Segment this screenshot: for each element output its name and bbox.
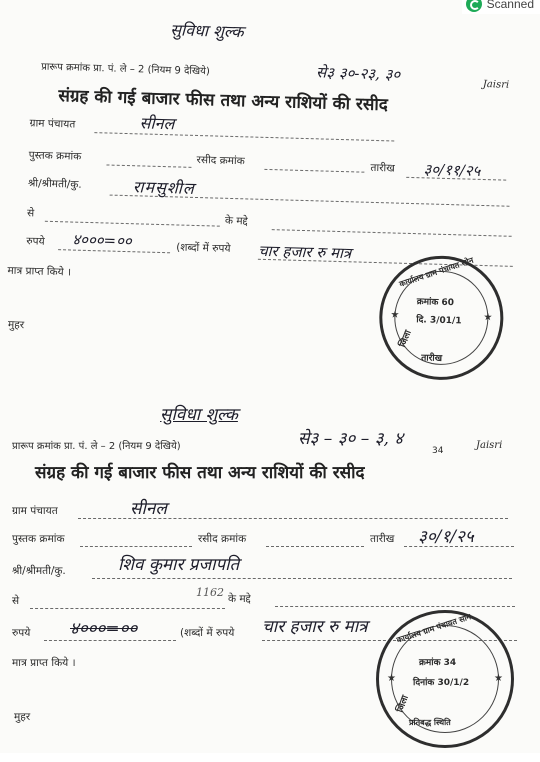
slip2-stamp-center-2: दिनांक 30/1/2: [413, 678, 470, 688]
slip1-label-seal: मुहर: [7, 318, 25, 332]
slip2-label-head: के मद्दे: [228, 593, 251, 605]
slip2-amount-value: ४०००=००: [70, 619, 138, 639]
slip2-label-receipt-no: रसीद क्रमांक: [198, 533, 247, 545]
slip2-printer-name: Jaisri: [476, 440, 503, 451]
slip1-stamp-left: जिला: [398, 328, 414, 349]
slip1-label-date: तारीख: [370, 161, 395, 175]
slip2-from-line: [30, 608, 225, 609]
slip1-gram-panchayat-value: सीनल: [139, 113, 175, 134]
slip2-label-received: मात्र प्राप्त किये ।: [12, 657, 76, 669]
slip1-official-stamp: ★ ★ कार्यालय ग्राम पंचायत सोन जिला क्रमांक 60 दि. 3/01/1 तारीख: [378, 254, 505, 381]
slip1-label-gram-panchayat: ग्राम पंचायत: [29, 117, 76, 131]
slip2-head-line: [275, 606, 515, 607]
slip1-date-value: ३०/११/२५: [423, 160, 481, 180]
slip2-amount-words-value: चार हजार रु मात्र: [262, 617, 368, 637]
slip2-stamp-bottom: प्रतिबद्ध स्थिति: [409, 718, 451, 727]
receipt-slip-2: [0, 392, 540, 762]
slip2-rupees-line: [44, 640, 176, 641]
slip2-stamp-top: कार्यालय ग्राम पंचायत सोन: [395, 612, 473, 645]
slip1-printer-name: Jaisri: [482, 78, 510, 91]
slip2-date-value: ३०/१/२५: [418, 527, 474, 547]
slip1-label-book-no: पुस्तक क्रमांक: [28, 149, 82, 163]
slip2-book-no-line: [80, 546, 192, 547]
slip1-label-name: श्री/श्रीमती/कु.: [27, 177, 82, 191]
slip2-handwritten-heading: सुविधा शुल्क: [160, 405, 238, 425]
slip1-form-code: प्रारूप क्रमांक प्रा. पं. ले – 2 (नियम 9 देखिये): [41, 61, 210, 78]
slip1-handwritten-heading: सुविधा शुल्क: [170, 20, 244, 42]
slip1-stamp-top: कार्यालय ग्राम पंचायत सोन: [398, 255, 475, 289]
slip2-label-book-no: पुस्तक क्रमांक: [12, 533, 65, 545]
slip2-label-seal: मुहर: [14, 711, 31, 723]
slip2-title: संग्रह की गई बाजार फीस तथा अन्य राशियों की रसीद: [35, 463, 365, 483]
slip2-stamp-left: जिला: [395, 694, 411, 714]
slip2-label-from: से: [12, 595, 20, 607]
slip2-form-code: प्रारूप क्रमांक प्रा. पं. ले – 2 (नियम 9 देखिये): [12, 441, 181, 452]
slip2-gram-panchayat-value: सीनल: [130, 499, 167, 519]
slip2-corner-number: 34: [432, 446, 444, 456]
slip2-stamp-center-1: क्रमांक 34: [419, 658, 457, 668]
slip1-amount-words-value: चार हजार रु मात्र: [257, 241, 352, 263]
slip1-name-value: रामसुशील: [132, 177, 196, 198]
slip1-label-received: मात्र प्राप्त किये ।: [7, 264, 72, 279]
slip2-receipt-no-line: [266, 546, 364, 547]
slip1-label-in-words: (शब्दों में रुपये: [176, 241, 231, 255]
slip1-amount-value: ४०००=००: [72, 230, 132, 251]
slip2-name-line: [92, 578, 512, 579]
slip2-serial-number: से३ – ३० – ३, ४: [298, 429, 404, 449]
slip1-head-line: [272, 229, 512, 237]
slip1-label-rupees: रुपये: [26, 235, 45, 248]
slip2-name-value: शिव कुमार प्रजापति: [118, 555, 240, 575]
slip1-label-head: के मद्दे: [224, 214, 248, 228]
slip2-label-gram-panchayat: ग्राम पंचायत: [12, 505, 58, 517]
slip1-label-receipt-no: रसीद क्रमांक: [196, 153, 245, 168]
slip2-label-rupees: रुपये: [12, 627, 31, 639]
receipt-slip-1: [0, 0, 540, 380]
slip2-official-stamp: ★ ★ कार्यालय ग्राम पंचायत सोन जिला क्रमांक 34 दिनांक 30/1/2 प्रतिबद्ध स्थिति: [376, 610, 514, 748]
slip2-label-name: श्री/श्रीमती/कु.: [12, 565, 66, 577]
scanner-label: Scanned: [486, 0, 534, 11]
slip1-stamp-center-2: दि. 3/01/1: [416, 315, 462, 327]
slip1-label-from: से: [26, 207, 35, 220]
slip1-gram-panchayat-line: [94, 132, 394, 141]
slip1-serial-number: से३ ३०-२३, ३०: [315, 63, 401, 84]
slip1-book-no-line: [106, 164, 191, 167]
slip1-stamp-center-1: क्रमांक 60: [416, 297, 455, 309]
slip1-stamp-bottom: तारीख: [421, 353, 443, 364]
slip2-head-mark: 1162: [196, 586, 224, 599]
slip1-title: संग्रह की गई बाजार फीस तथा अन्य राशियों की रसीद: [58, 86, 389, 116]
slip2-label-date: तारीख: [370, 533, 395, 545]
slip1-from-line: [45, 221, 220, 227]
slip1-receipt-no-line: [264, 169, 364, 173]
slip2-label-in-words: (शब्दों में रुपये: [180, 627, 235, 639]
